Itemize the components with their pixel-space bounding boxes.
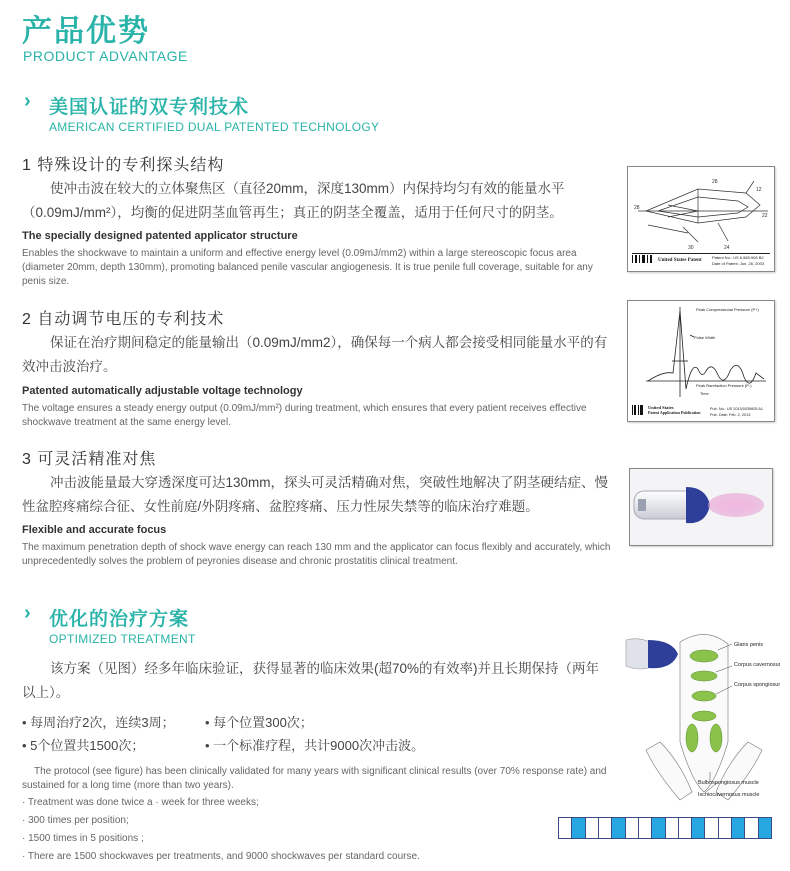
anatomy-figure	[620, 622, 780, 802]
patent-figure-1	[627, 166, 775, 272]
label-bulbo: Bulbospongiosus muscle	[698, 780, 759, 786]
patent1-line1: Patent No.: US 6,589,906 B2	[712, 255, 764, 260]
item3-body: 冲击波能量最大穿透深度可达130mm，探头可灵活精确对焦，突破性地解决了阴茎硬结症、慢性盆腔疼痛综合征、女性前庭/外阴疼痛、盆腔疼痛、压力性尿失禁等的临床治疗难题。	[22, 475, 609, 514]
section-arrow-icon: ›	[24, 90, 31, 112]
item3-title-en: Flexible and accurate focus	[22, 524, 167, 536]
chart-axis-time: Time	[700, 391, 709, 396]
section2-subtitle: OPTIMIZED TREATMENT	[49, 632, 196, 646]
item2-title-en: Patented automatically adjustable voltage technology	[22, 385, 303, 397]
section1-subtitle: AMERICAN CERTIFIED DUAL PATENTED TECHNOLOGY	[49, 120, 380, 134]
bullet-cn-2: • 每个位置300次；	[205, 715, 313, 730]
patent-figure-2	[627, 300, 775, 422]
page-title: 产品优势	[22, 15, 150, 48]
bullet-cn-4: • 一个标准疗程，共计9000次冲击波。	[205, 738, 425, 753]
svg-text:28: 28	[712, 179, 718, 185]
item3-body-en: The maximum penetration depth of shock wave energy can reach 130 mm and the applicator can focus flexibly and accurately, which unprecedentedly solves the problem of peyronies disease and chronic prostatitis clinical treatment.	[22, 542, 611, 567]
section1-title: 美国认证的双专利技术	[49, 97, 250, 118]
bullet-en-2: · 300 times per position;	[22, 815, 129, 826]
patent1-title: United States Patent	[658, 258, 702, 263]
bullet-cn-3: • 5个位置共1500次；	[22, 738, 145, 753]
item2-title: 2 自动调节电压的专利技术	[22, 311, 225, 328]
item3-title: 3 可灵活精准对焦	[22, 451, 157, 468]
patent2-line1: Pub. No.: US 2013/0035605 A1	[710, 407, 763, 411]
patent-drawing-1	[628, 167, 774, 271]
bullet-en-1: · Treatment was done twice a · week for three weeks;	[22, 797, 259, 808]
svg-text:28: 28	[634, 205, 640, 211]
item1-title: 1 特殊设计的专利探头结构	[22, 157, 225, 174]
patent2-subtitle: Patent Application Publication	[648, 410, 701, 415]
applicator-drawing	[630, 469, 772, 545]
item1-title-en: The specially designed patented applicator structure	[22, 230, 298, 242]
section2-body-en: The protocol (see figure) has been clinically validated for many years with significant clinical results (over 70% response rate) and sustained for a long time (more than two years).	[22, 766, 607, 791]
bullet-en-3: · 1500 times in 5 positions ;	[22, 833, 144, 844]
item1-body: 使冲击波在较大的立体聚焦区（直径20mm，深度130mm）内保持均匀有效的能量水平（0.09mJ/mm²），均衡的促进阴茎血管再生；真正的阴茎全覆盖，适用于任何尺寸的阴茎。	[22, 181, 565, 220]
section2-body: 该方案（见图）经多年临床验证，获得显著的临床效果(超70%的有效率)并且长期保持（两年以上）。	[22, 661, 600, 700]
applicator-figure	[629, 468, 773, 546]
item2-body: 保证在治疗期间稳定的能量输出（0.09mJ/mm2），确保每一个病人都会接受相同能量水平的有效冲击波治疗。	[22, 335, 608, 374]
label-glans: Glans penis	[734, 642, 764, 648]
patent-drawing-2	[628, 301, 774, 421]
svg-text:30: 30	[688, 245, 694, 251]
label-cavernosum: Corpus cavernosum	[734, 662, 780, 668]
svg-text:12: 12	[756, 187, 762, 193]
item2-body-en: The voltage ensures a steady energy output (0.09mJ/mm²) during treatment, which ensures that every patient receives effective shockwave treatment at the same energy level.	[22, 403, 587, 428]
svg-text:22: 22	[762, 213, 768, 219]
bullet-cn-1: • 每周治疗2次，连续3周；	[22, 715, 175, 730]
bullet-en-4: · There are 1500 shockwaves per treatments, and 9000 shockwaves per standard course.	[22, 851, 420, 862]
section2-title: 优化的治疗方案	[49, 609, 190, 630]
patent1-line2: Date of Patent: Jun. 26, 2003	[712, 261, 765, 266]
svg-text:24: 24	[724, 245, 730, 251]
chart-label-mid: Pulse Width	[694, 335, 716, 340]
progress-strip	[558, 817, 772, 839]
chart-label-top: Peak Compressional Pressure (P+)	[696, 307, 759, 312]
chart-label-bottom: Peak Rarefaction Pressure (P-)	[696, 383, 752, 388]
anatomy-drawing	[620, 622, 780, 802]
section-arrow-icon: ›	[24, 602, 31, 624]
patent2-title: United States	[648, 405, 674, 410]
patent2-line2: Pub. Date: Feb. 2, 2013	[710, 413, 751, 417]
label-spongiosum: Corpus spongiosum	[734, 682, 780, 688]
label-ischio: Ischiocavernosus muscle	[698, 792, 760, 798]
item1-body-en: Enables the shockwave to maintain a uniform and effective energy level (0.09mJ/mm2) within a large stereoscopic focus area (diameter 20mm, depth 130mm), promoting balanced penile vascular angiogenesis. It is true penile full coverage, suitable for any penis size.	[22, 248, 593, 287]
page-subtitle: PRODUCT ADVANTAGE	[23, 48, 188, 64]
